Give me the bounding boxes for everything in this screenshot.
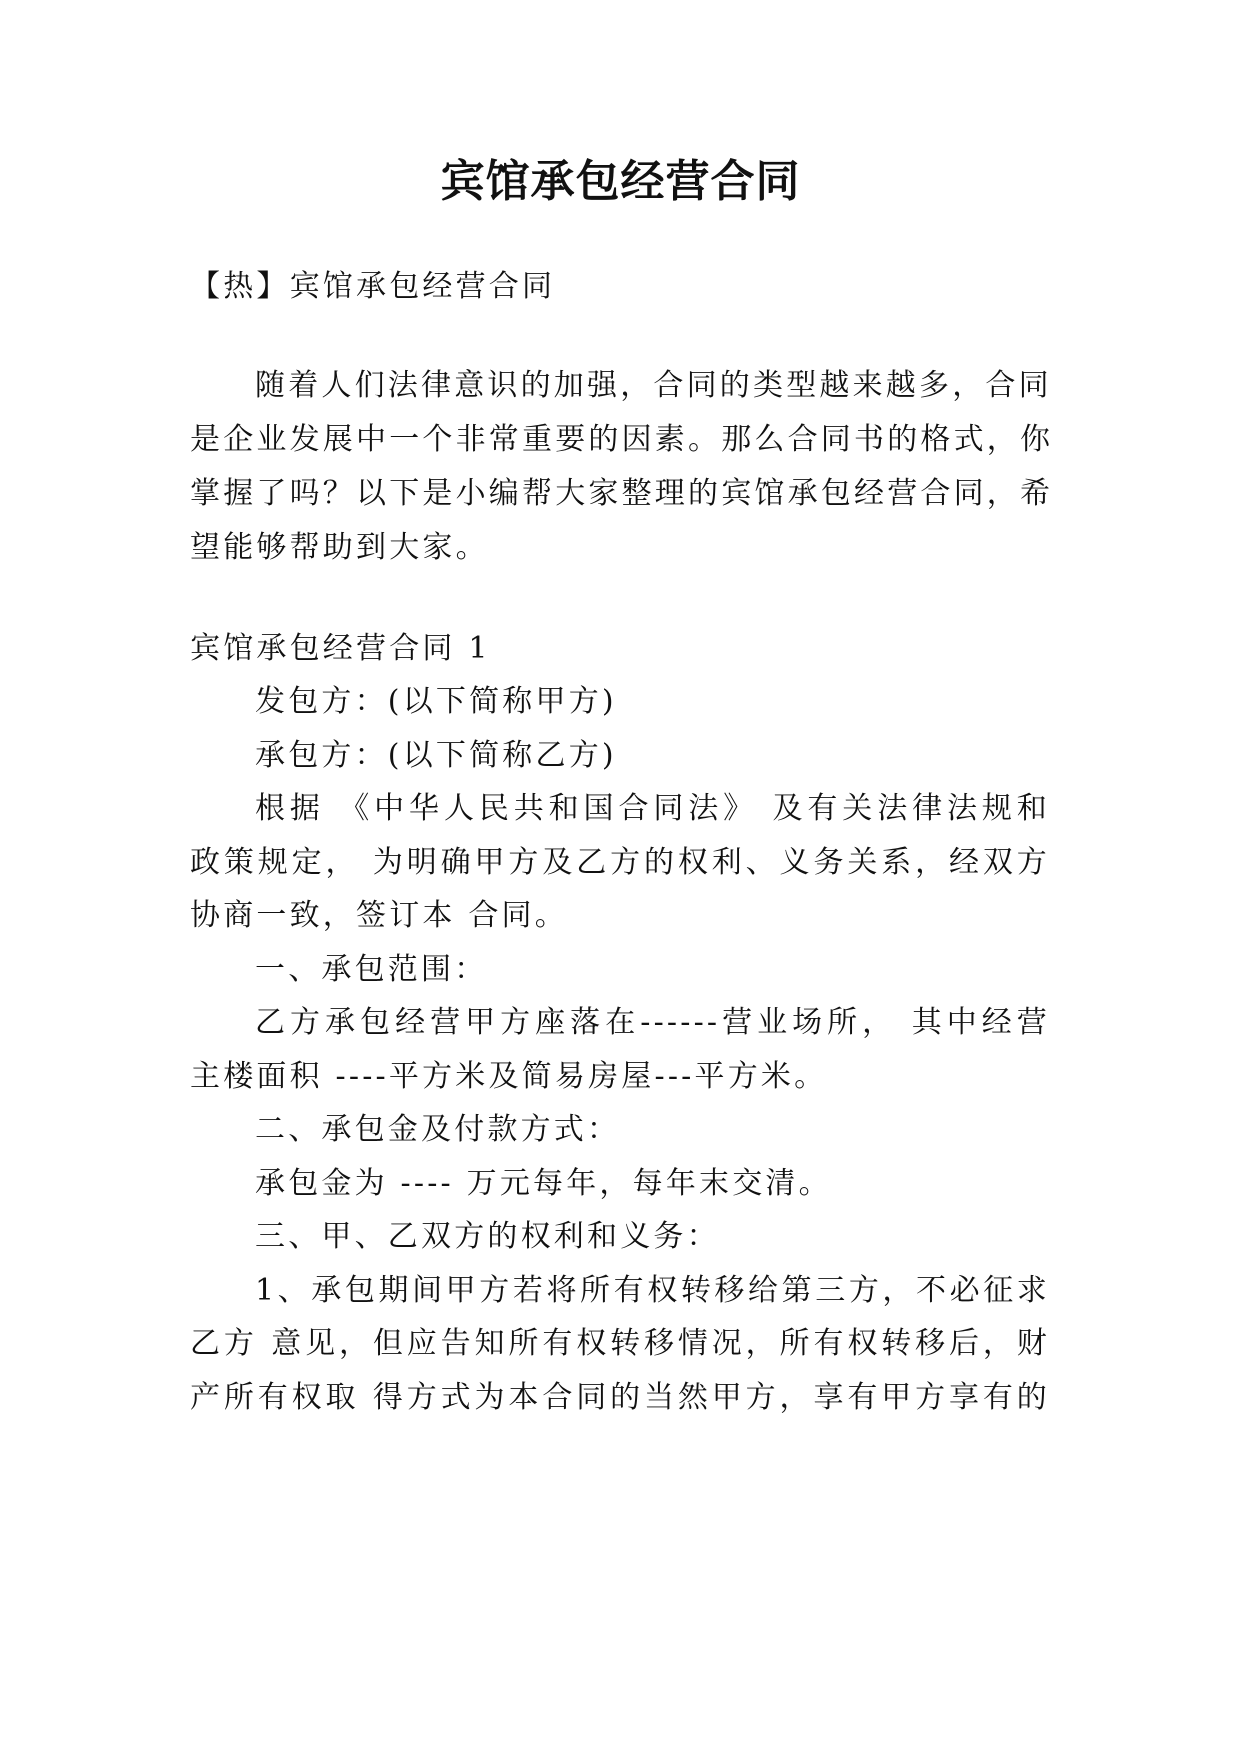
clause-3-heading: 三、甲、乙双方的权利和义务：	[255, 1219, 720, 1254]
basis-line-2: 政策规定， 为明确甲方及乙方的权利、义务关系，经双方	[190, 845, 1050, 880]
basis-line-1: 根据 《中华人民共和国合同法》 及有关法律法规和	[255, 791, 1050, 826]
intro-line-1: 随着人们法律意识的加强，合同的类型越来越多，合同	[255, 368, 1052, 403]
clause-3-item-1-line-2: 乙方 意见，但应告知所有权转移情况，所有权转移后，财	[190, 1326, 1050, 1361]
clause-3-item-1-line-1: 1、承包期间甲方若将所有权转移给第三方，不必征求	[255, 1273, 1050, 1308]
clause-3-item-1-line-3: 产所有权取 得方式为本合同的当然甲方，享有甲方享有的	[190, 1380, 1050, 1415]
intro-line-4: 望能够帮助到大家。	[190, 530, 489, 565]
document-subtitle: 【热】宾馆承包经营合同	[190, 269, 556, 304]
party-a-line: 发包方：(以下简称甲方)	[255, 684, 617, 719]
party-b-line: 承包方：(以下简称乙方)	[255, 738, 617, 773]
basis-line-3: 协商一致，签订本 合同。	[190, 898, 568, 933]
document-title: 宾馆承包经营合同	[440, 156, 801, 207]
clause-2-heading: 二、承包金及付款方式：	[255, 1112, 621, 1147]
clause-2-line-1: 承包金为 ---- 万元每年，每年末交清。	[255, 1166, 832, 1201]
clause-1-line-2: 主楼面积 ----平方米及简易房屋---平方米。	[190, 1059, 828, 1094]
clause-1-heading: 一、承包范围：	[255, 952, 488, 987]
intro-line-3: 掌握了吗？以下是小编帮大家整理的宾馆承包经营合同，希	[190, 476, 1054, 511]
section-heading: 宾馆承包经营合同 1	[190, 631, 491, 666]
intro-line-2: 是企业发展中一个非常重要的因素。那么合同书的格式，你	[190, 422, 1054, 457]
clause-1-line-1: 乙方承包经营甲方座落在------营业场所， 其中经营	[255, 1005, 1050, 1040]
